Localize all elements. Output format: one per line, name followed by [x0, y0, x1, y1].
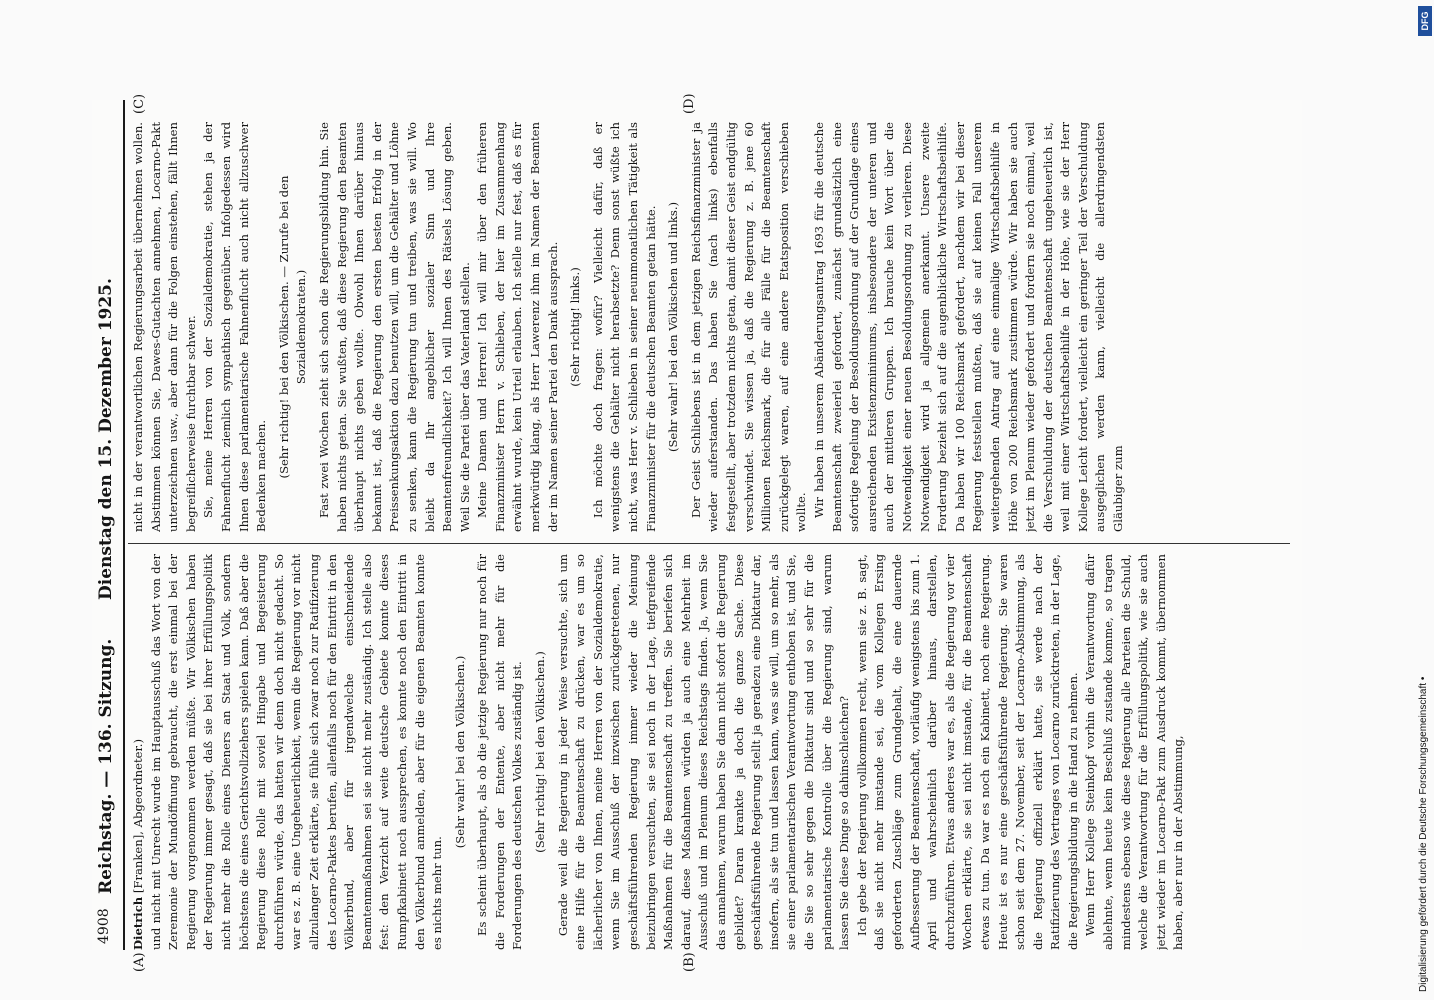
page-number: 4908: [96, 908, 112, 944]
paragraph: Gerade weil die Regierung in jeder Weise versuchte, sich um eine Hilfe für die Beamtenschaft zu drücken, war es um so lächerlicher von Ihnen, meine Herren von der Sozialdemokratie, wenn Sie im Ausschuß der inzwischen zurückgetretenen, nur geschäftsführenden Regierung immer wieder die Meinung beizubringen versuchten, sie sei noch in der Lage, tiefgreifende Maßnahmen für die Beamtenschaft zu treffen. Sie beriefen sich darauf, diese Maßnahmen würden ja auch eine Mehrheit im Ausschuß und im Plenum dieses Reichstags finden. Ja, wenn Sie das annahmen, warum haben Sie dann nicht sofort die Regierung gebildet? Daran krankte ja doch die ganze Sache. Diese geschäftsführende Regierung stellt ja geradezu eine Diktatur dar, insofern, als sie tun und lassen kann, was sie will, um so mehr, als sie einer parlamentarischen Verantwortung enthoben ist, und Sie, die Sie so sehr gegen die Diktatur sind und so sehr für die parlamentarische Kontrolle über die Regierung sind, warum lassen Sie diese Dinge so dahinschleichen?: [555, 554, 852, 950]
interjection: (Sehr wahr! bei den Völkischen und links.): [666, 201, 681, 453]
paragraph: nicht in der verantwortlichen Regierungsarbeit übernehmen wollen. Abstimmen können Sie, Dawes-Gutachten annehmen, Locarno-Pakt unterzeichnen usw., aber dann für die Folgen einstehen, fällt Ihnen begreiflicherweise furchtbar schwer.: [131, 122, 198, 532]
speaker-affiliation: [Franken], Abgeordneter.): [131, 739, 145, 894]
column-divider: [128, 543, 1290, 544]
scanned-page: [92, 93, 1302, 972]
interjection: (Sehr richtig! bei den Völkischen.): [533, 651, 548, 853]
dfg-logo: [1418, 6, 1432, 36]
paragraph: Es scheint überhaupt, als ob die jetzige Regierung nur noch für die Forderungen der Entente, aber nicht mehr für die Forderungen des deutschen Volkes zuständig ist.: [475, 554, 525, 950]
paragraph: Ich gebe der Regierung vollkommen recht, wenn sie z. B. sagt, daß sie nicht mehr imstande sei, die vom Kollegen Ersing geforderten Zuschläge zum Grundgehalt, die eine dauernde Aufbesserung der Beamtenschaft, vorläufig wenigstens bis zum 1. April und wahrscheinlich darüber hinaus, darstellen, durchzuführen. Etwas anderes war es, als die Regierung vor vier Wochen erklärte, sie sei nicht imstande, für die Beamtenschaft etwas zu tun. Da war es noch ein Kabinett, noch eine Regierung. Heute ist es nur eine geschäftsführende Regierung. Sie waren schon seit dem 27. November, seit der Locarno-Abstimmung, als die Regierung offiziell erklärt hatte, sie werde nach der Ratifizierung des Vertrages von Locarno zurücktreten, in der Lage, die Regierungsbildung in die Hand zu nehmen.: [854, 554, 1080, 950]
header-title: Reichstag. — 136. Sitzung.: [96, 638, 116, 894]
margin-mark-a: (A): [132, 952, 147, 972]
header-date: Dienstag den 15. Dezember 1925.: [96, 278, 116, 600]
header-rule: [123, 100, 125, 950]
dfg-logo-text: DFG: [1420, 11, 1430, 31]
paragraph: Fast zwei Wochen zieht sich schon die Regierungsbildung hin. Sie haben nichts getan. Sie wußten, daß diese Regierung den Beamten überhaupt nichts geben wollte. Obwohl Ihnen darüber hinaus bekannt ist, daß die Regierung den ersten besten Erfolg in der Preissenkungsaktion dazu benutzen will, um die Gehälter und Löhne zu senken, kann die Regierung tun und treiben, was sie will. Wo bleibt da Ihr angeblicher sozialer Sinn und Ihre Beamtenfreundlichkeit? Ich will Ihnen des Rätsels Lösung geben. Weil Sie die Partei über das Vaterland stellen.: [316, 122, 472, 532]
speaker-line: [130, 554, 148, 950]
paragraph: Der Geist Schliebens ist in dem jetzigen Reichsfinanzminister ja wieder auferstanden. Das haben Sie (nach links) ebenfalls festgestellt, aber trotzdem nichts getan, damit dieser Geist endgültig verschwindet. Sie wissen ja, daß die Regierung z. B. jene 60 Millionen Reichsmark, die für alle Fälle für die Beamtenschaft zurückgelegt waren, auf eine andere Etatsposition verschieben wollte.: [688, 122, 809, 532]
left-text-column: [130, 554, 1290, 950]
paragraph: Wir haben in unserem Abänderungsantrag 1693 für die deutsche Beamtenschaft zweierlei gefordert, zunächst grundsätzlich eine sofortige Regelung der Besoldungsordnung auf der Grundlage eines ausreichenden Existenzminimums, insbesondere der unteren und auch der mittleren Gruppen. Ich brauche kein Wort über die Notwendigkeit einer neuen Besoldungsordnung zu verlieren. Diese Notwendigkeit wird ja allgemein anerkannt. Unsere zweite Forderung bezieht sich auf die augenblickliche Wirtschaftsbeihilfe. Da haben wir 100 Reichsmark gefordert, nachdem wir bei dieser Regierung feststellen mußten, daß sie auf keinen Fall unserem weitergehenden Antrag auf eine einmalige Wirtschaftsbeihilfe in Höhe von 200 Reichsmark zustimmen würde. Wir haben sie auch jetzt im Plenum wieder gefordert und fordern sie noch einmal, weil die Verschuldung der deutschen Beamtenschaft ungeheuerlich ist, weil mit einer Wirtschaftsbeihilfe in der Höhe, wie sie der Herr Kollege Leicht fordert, vielleicht ein geringer Teil der Verschuldung ausgeglichen werden kann, vielleicht die allerdringendsten Gläubiger zum: [811, 122, 1126, 532]
interjection: (Sehr richtig! links.): [568, 267, 583, 387]
paragraph: Wenn Herr Kollege Steinkopf vorhin die Verantwortung dafür ablehnte, wenn heute kein Beschluß zustande komme, so tragen mindestens ebenso wie diese Regierung alle Parteien die Schuld, welche die Verantwortung für die Erfüllungspolitik, wie sie auch jetzt wieder im Locarno-Pakt zum Ausdruck kommt, übernommen haben, aber nur in der Abstimmung,: [1083, 554, 1186, 950]
paragraph: und nicht mit Unrecht wurde im Hauptausschuß das Wort von der Zeremonie der Mundöffnung gebraucht, die erst einmal bei der Regierung vorgenommen werden müßte. Wir Völkischen haben der Regierung immer gesagt, daß sie bei ihrer Erfüllungspolitik nicht mehr die Rolle eines Dieners an Staat und Volk, sondern höchstens die eines Gerichtsvollziehers spielen kann. Daß aber die Regierung diese Rolle mit soviel Hingabe und Begeisterung durchführen würde, das hatten wir denn doch nicht gedacht. So war es z. B. eine Ungeheuerlichkeit, wenn die Regierung vor nicht allzulanger Zeit erklärte, sie fühle sich zwar noch zur Ratifizierung des Locarno-Paktes berufen, allenfalls noch für den Eintritt in den Völkerbund, aber für irgendwelche einschneidende Beamtenmaßnahmen sei sie nicht mehr zuständig. Ich stelle also fest: den Verzicht auf weite deutsche Gebiete konnte dieses Rumpfkabinett noch aussprechen, es konnte noch den Eintritt in den Völkerbund anmelden, aber für die eigenen Beamten konnte es nichts mehr tun.: [148, 554, 445, 950]
digitization-note-text: Digitalisierung gefördert durch die Deutsche Forschungsgemeinschaft •: [1418, 676, 1429, 992]
paragraph: Ich möchte doch fragen: wofür? Vielleicht dafür, daß er wenigstens die Gehälter nicht herabsetzte? Denn sonst wüßte ich nicht, was Herr v. Schlieben in seiner neunmonatlichen Tätigkeit als Finanzminister für die deutschen Beamten getan hätte.: [590, 122, 658, 532]
interjection: (Sehr wahr! bei den Völkischen.): [452, 655, 467, 849]
paragraph: Meine Damen und Herren! Ich will mir über den früheren Finanzminister Herrn v. Schlieben, der hier im Zusammenhang erwähnt wurde, kein Urteil erlauben. Ich stelle nur fest, daß es für merkwürdig klang, als Herr Lawerenz ihm im Namen der Beamten der im Namen seiner Partei den Dank aussprach.: [475, 122, 560, 532]
digitization-note: [1417, 8, 1431, 992]
margin-mark-d: (D): [682, 93, 697, 114]
right-text-column: [130, 122, 1290, 532]
speaker-name: Dietrich: [131, 896, 145, 950]
paragraph: Sie, meine Herren von der Sozialdemokratie, stehen ja der Fahnenflucht ziemlich sympathisch gegenüber. Infolgedessen wird Ihnen diese parlamentarische Fahnenflucht auch nicht allzuschwer Bedenken machen.: [201, 122, 269, 532]
page-header: [92, 100, 122, 950]
margin-mark-c: (C): [132, 93, 147, 114]
interjection: (Sehr richtig! bei den Völkischen. — Zurufe bei den Sozialdemokraten.): [276, 175, 309, 479]
margin-mark-b: (B): [682, 952, 697, 972]
